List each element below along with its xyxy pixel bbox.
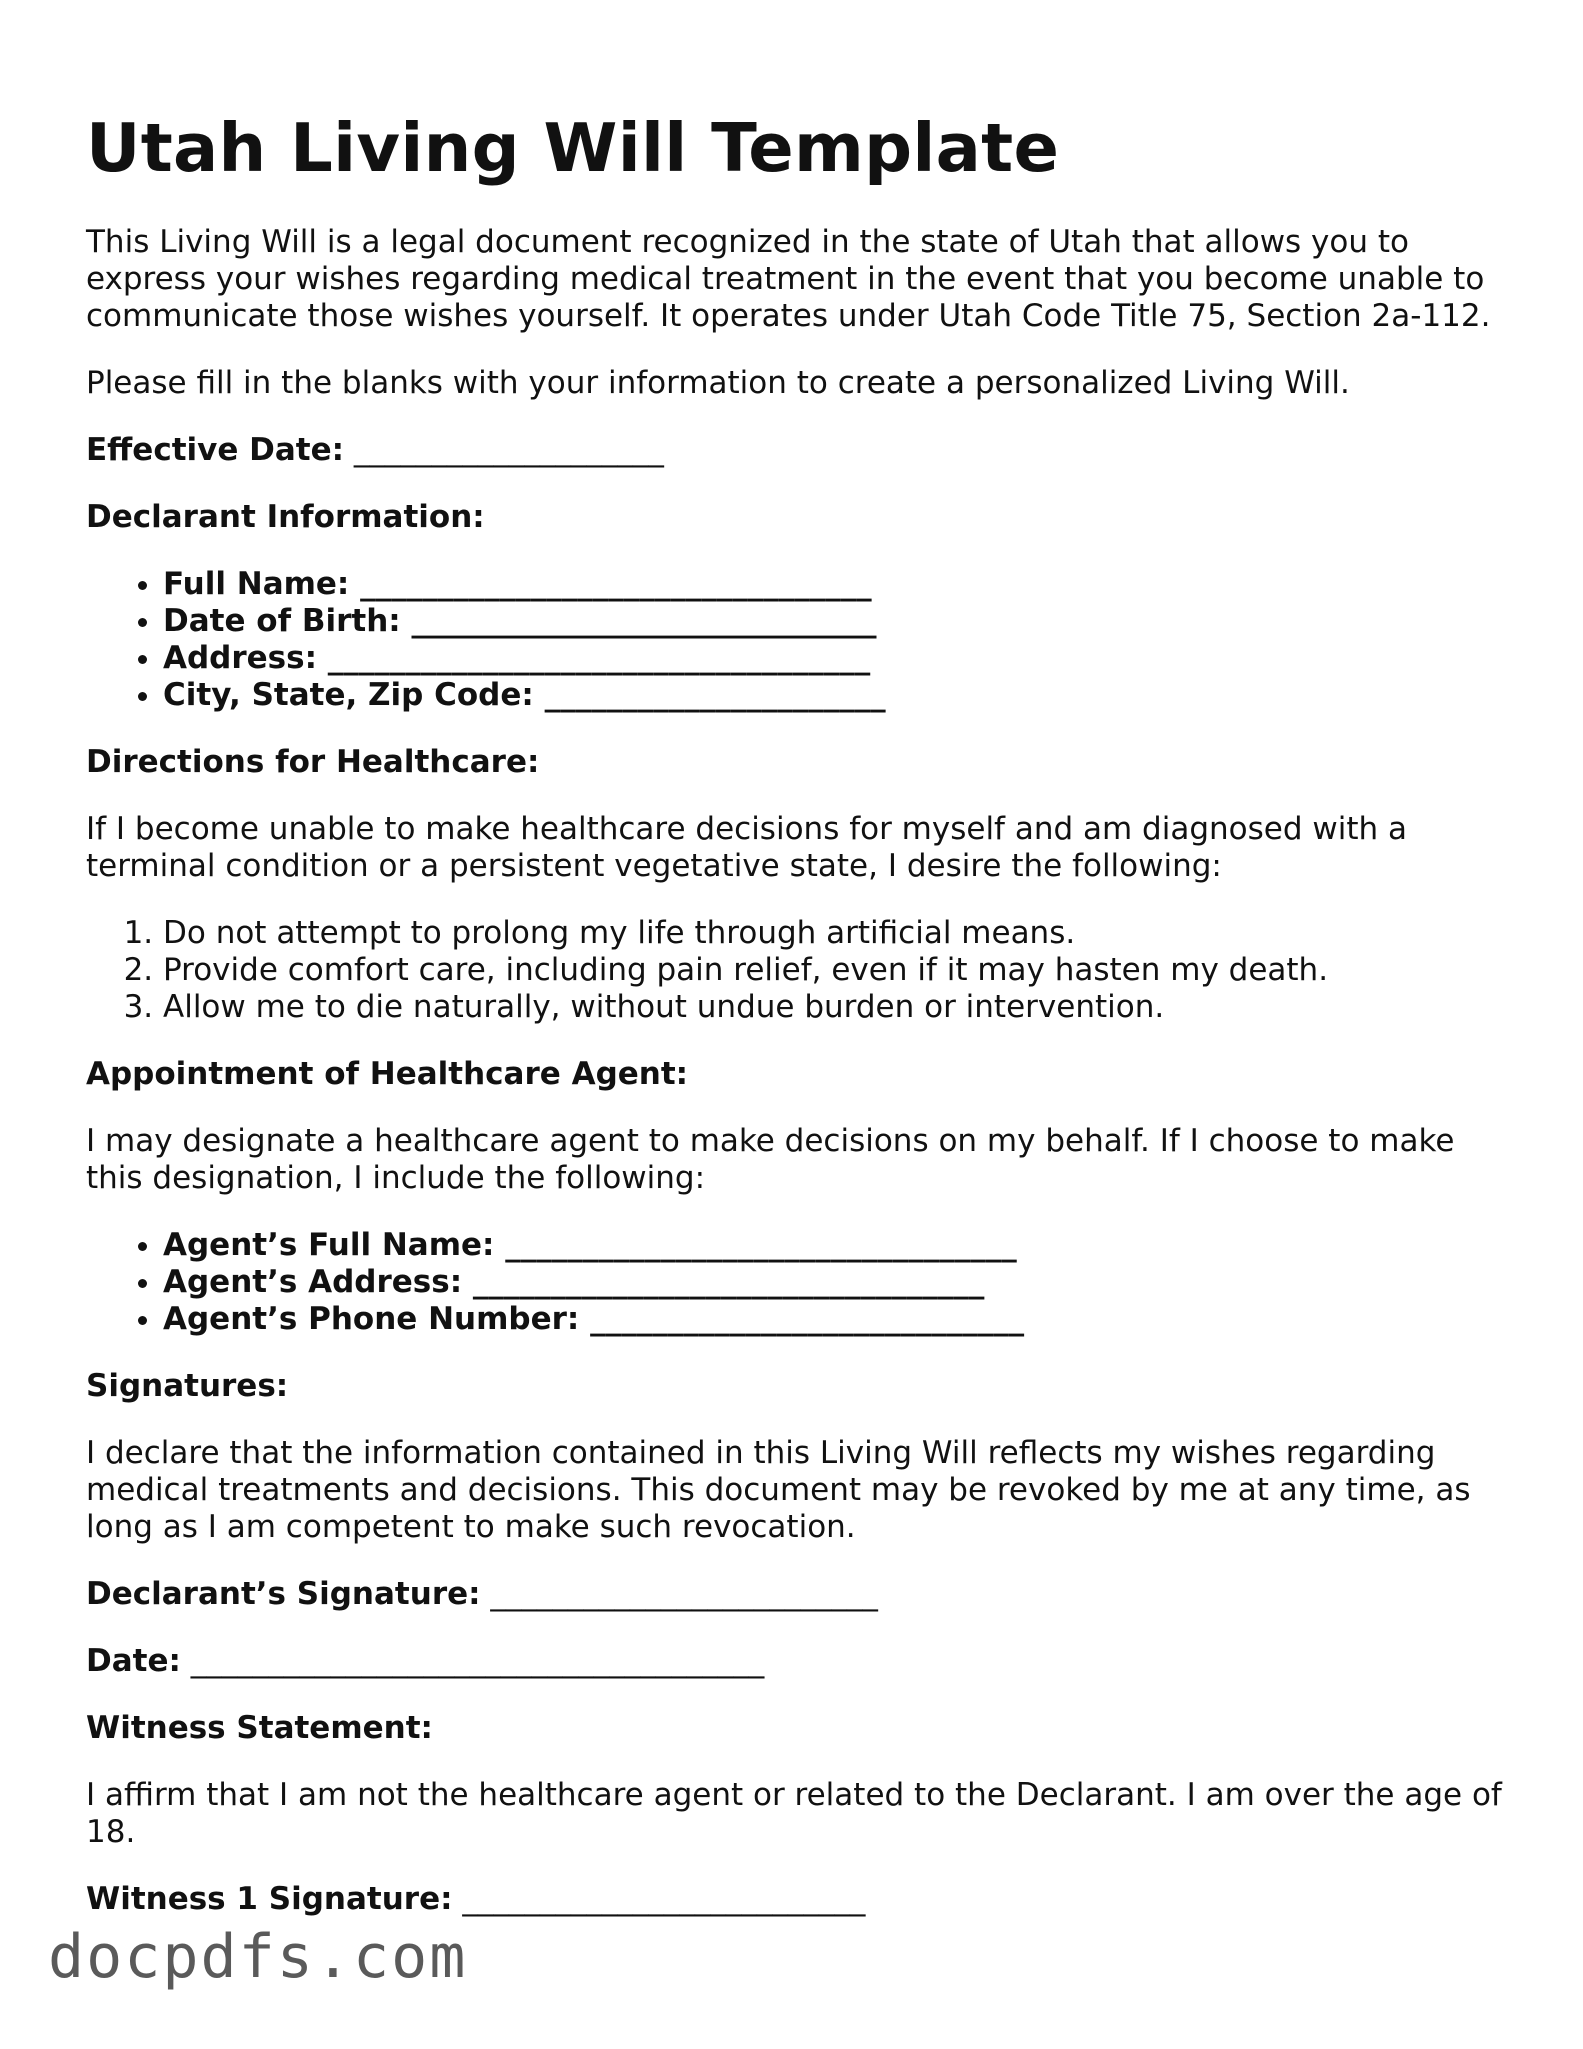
agent-heading: Appointment of Healthcare Agent: — [86, 1056, 689, 1092]
full-name-field — [163, 566, 1506, 603]
directions-paragraph: If I become unable to make healthcare decisions for myself and am diagnosed with a terminal condition or a persistent vegetative state, I desire the following: — [86, 811, 1407, 884]
declarant-fields — [86, 566, 1506, 714]
signatures-paragraph: I declare that the information contained in this Living Will reflects my wishes regarding medical treatments and decisions. This document may be revoked by me at any time, as long as I am competent to make such revocation. — [86, 1435, 1471, 1545]
effective-date-label: Effective Date: — [86, 432, 345, 468]
agent-address-label: Agent’s Address: — [163, 1264, 463, 1300]
page-title: Utah Living Will Template — [86, 109, 1060, 187]
address-label: Address: — [163, 640, 317, 676]
date-of-birth-blank[interactable]: ______________________________ — [411, 603, 877, 639]
agent-phone-label: Agent’s Phone Number: — [163, 1301, 580, 1337]
directions-item: 1. Do not attempt to prolong my life through artificial means. — [163, 915, 1506, 952]
effective-date-line — [86, 432, 1506, 469]
directions-list — [86, 915, 1506, 1026]
agent-paragraph: I may designate a healthcare agent to make decisions on my behalf. If I choose to make this designation, I include the following: — [86, 1123, 1455, 1196]
witness1-signature-line — [86, 1881, 1506, 1918]
document-body — [86, 224, 1506, 1948]
signature-date-line — [86, 1643, 1506, 1680]
address-field — [163, 640, 1506, 677]
witness1-signature-blank[interactable]: __________________________ — [462, 1881, 866, 1917]
directions-item: 3. Allow me to die naturally, without undue burden or intervention. — [163, 989, 1506, 1026]
signature-date-label: Date: — [86, 1643, 181, 1679]
signatures-heading: Signatures: — [86, 1368, 289, 1404]
agent-full-name-blank[interactable]: _________________________________ — [505, 1227, 1017, 1263]
date-of-birth-field — [163, 603, 1506, 640]
effective-date-blank[interactable]: ____________________ — [353, 432, 664, 468]
agent-phone-field — [163, 1301, 1506, 1338]
witness1-signature-label: Witness 1 Signature: — [86, 1881, 453, 1917]
witness-paragraph: I affirm that I am not the healthcare agent or related to the Declarant. I am over the age of 18. — [86, 1777, 1502, 1850]
agent-fields — [86, 1227, 1506, 1338]
full-name-blank[interactable]: _________________________________ — [360, 566, 872, 602]
agent-address-field — [163, 1264, 1506, 1301]
full-name-label: Full Name: — [163, 566, 350, 602]
instructions-paragraph: Please fill in the blanks with your information to create a personalized Living Will. — [86, 365, 1350, 401]
city-state-zip-blank[interactable]: ______________________ — [544, 677, 886, 713]
city-state-zip-label: City, State, Zip Code: — [163, 677, 534, 713]
agent-phone-blank[interactable]: ____________________________ — [590, 1301, 1025, 1337]
declarant-signature-line — [86, 1576, 1506, 1613]
signature-date-blank[interactable]: _____________________________________ — [190, 1643, 765, 1679]
agent-full-name-field — [163, 1227, 1506, 1264]
agent-full-name-label: Agent’s Full Name: — [163, 1227, 495, 1263]
directions-heading: Directions for Healthcare: — [86, 744, 540, 780]
date-of-birth-label: Date of Birth: — [163, 603, 401, 639]
declarant-signature-label: Declarant’s Signature: — [86, 1576, 481, 1612]
declarant-signature-blank[interactable]: _________________________ — [490, 1576, 878, 1612]
watermark: docpdfs.com — [48, 1922, 468, 1992]
city-state-zip-field — [163, 677, 1506, 714]
address-blank[interactable]: ___________________________________ — [327, 640, 871, 676]
intro-paragraph: This Living Will is a legal document recognized in the state of Utah that allows you to express your wishes regarding medical treatment in the event that you become unable to communicate those wishes yourself. It operates under Utah Code Title 75, Section 2a-112. — [86, 224, 1491, 334]
declarant-heading: Declarant Information: — [86, 499, 485, 535]
directions-item: 2. Provide comfort care, including pain relief, even if it may hasten my death. — [163, 952, 1506, 989]
agent-address-blank[interactable]: _________________________________ — [472, 1264, 985, 1300]
witness-heading: Witness Statement: — [86, 1710, 433, 1746]
